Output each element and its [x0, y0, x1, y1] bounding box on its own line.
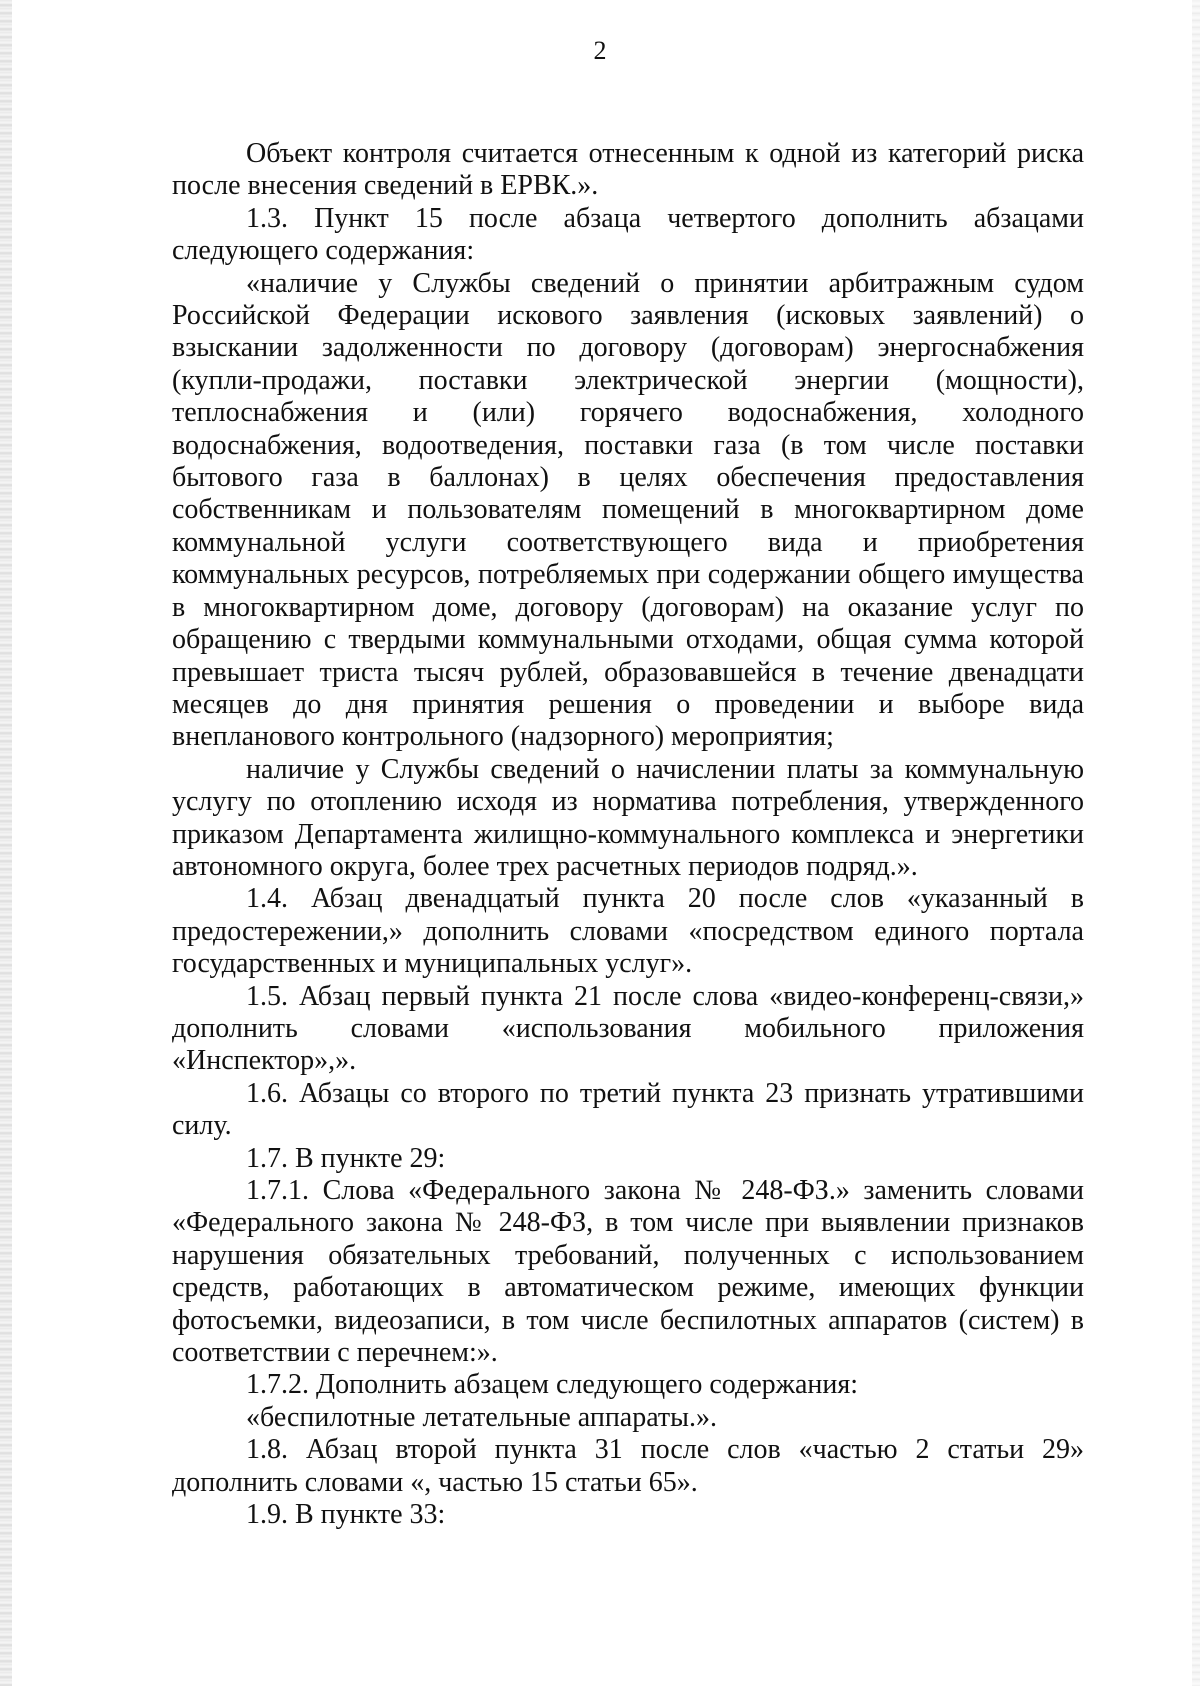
- document-body: [172, 138, 1084, 1531]
- scan-edge-left: [0, 0, 12, 1686]
- paragraph-1-9: 1.9. В пункте 33:: [246, 1499, 446, 1531]
- paragraph-1-4: 1.4. Абзац двенадцатый пункта 20 после слов «указанный в предостережении,» дополнить словами «посредством единого портала государственных и муниципальных услуг».: [172, 883, 1084, 980]
- paragraph-1-7-2: 1.7.2. Дополнить абзацем следующего содержания:: [246, 1369, 859, 1401]
- paragraph-1-5: 1.5. Абзац первый пункта 21 после слова «видео-конференц-связи,» дополнить словами «использования мобильного приложения «Инспектор»,».: [172, 980, 1084, 1077]
- page-number: 2: [593, 36, 607, 65]
- paragraph-claim-debt: «наличие у Службы сведений о принятии арбитражным судом Российской Федерации искового заявления (исковых заявлений) о взыскании задолженности по договору (договорам) энергоснабжения (купли-продажи, поставки электрической энергии (мощности), теплоснабжения и (или) горячего водоснабжения, холодного водоснабжения, водоотведения, поставки газа (в том числе поставки бытового газа в баллонах) в целях обеспечения предоставления собственникам и пользователям помещений в многоквартирном доме коммунальной услуги соответствующего вида и приобретения коммунальных ресурсов, потребляемых при содержании общего имущества в многоквартирном доме, договору (договорам) на оказание услуг по обращению с твердыми коммунальными отходами, общая сумма которой превышает триста тысяч рублей, образовавшейся в течение двенадцати месяцев до дня принятия решения о проведении и выборе вида внепланового контрольного (надзорного) мероприятия;: [172, 267, 1084, 753]
- paragraph-1-3: 1.3. Пункт 15 после абзаца четвертого дополнить абзацами следующего содержания:: [172, 202, 1084, 267]
- paragraph-1-8: 1.8. Абзац второй пункта 31 после слов «частью 2 статьи 29» дополнить словами «, частью 15 статьи 65».: [172, 1434, 1084, 1498]
- paragraph-heating-fee: наличие у Службы сведений о начислении платы за коммунальную услугу по отоплению исходя из норматива потребления, утвержденного приказом Департамента жилищно-коммунального комплекса и энергетики автономного округа, более трех расчетных периодов подряд.».: [172, 753, 1084, 882]
- paragraph-1-6: 1.6. Абзацы со второго по третий пункта 23 признать утратившими силу.: [172, 1077, 1084, 1142]
- paragraph-object-category: Объект контроля считается отнесенным к одной из категорий риска после внесения сведений в ЕРВК.».: [172, 138, 1084, 202]
- paragraph-drones: «беспилотные летательные аппараты.».: [246, 1401, 717, 1433]
- paragraph-1-7-1: 1.7.1. Слова «Федерального закона № 248-ФЗ.» заменить словами «Федерального закона № 248-ФЗ, в том числе при выявлении признаков нарушения обязательных требований, полученных с использованием средств, работающих в автоматическом режиме, имеющих функции фотосъемки, видеозаписи, в том числе беспилотных аппаратов (систем) в соответствии с перечнем:».: [172, 1175, 1084, 1369]
- scan-edge-right: [1192, 0, 1200, 1686]
- paragraph-1-7: 1.7. В пункте 29:: [246, 1142, 446, 1174]
